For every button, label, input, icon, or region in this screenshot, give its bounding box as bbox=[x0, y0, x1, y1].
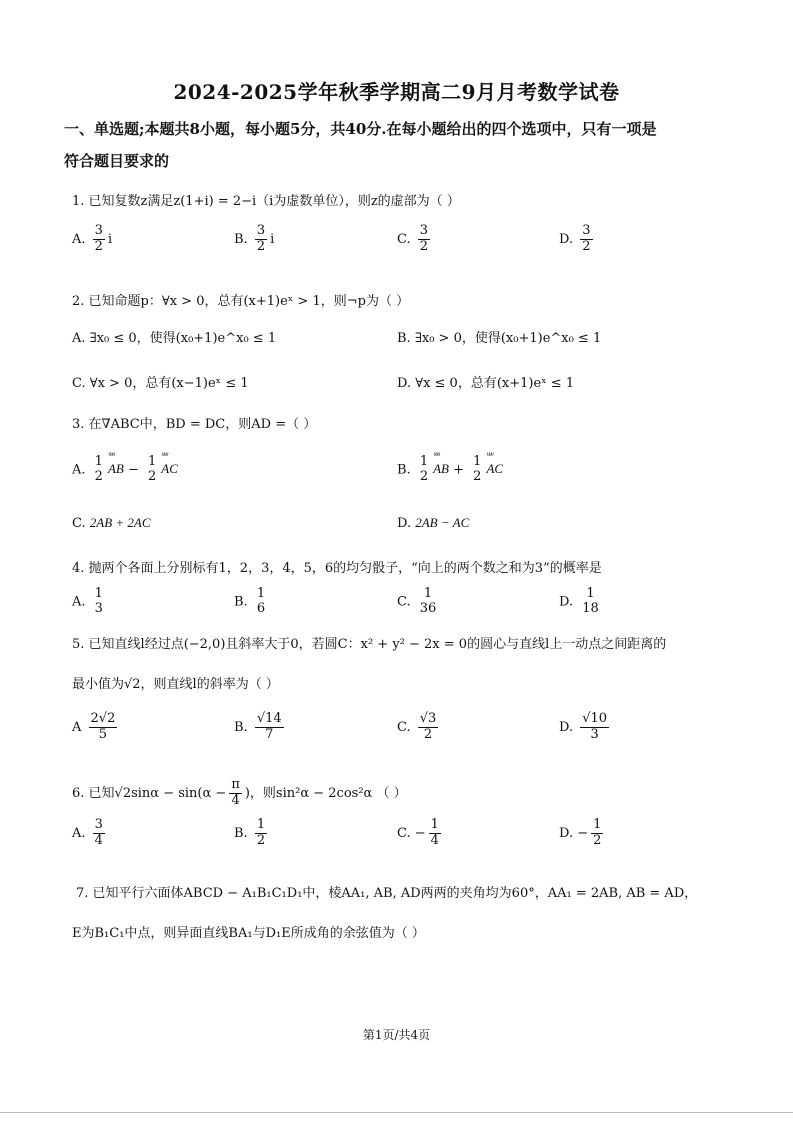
q5-option-d[interactable]: D. $\frac{√10}{3}$ bbox=[559, 711, 608, 742]
section-heading-line1: 一、单选题;本题共8小题，每小题5分，共40分.在每小题给出的四个选项中，只有一项是 bbox=[64, 120, 657, 138]
section-heading-line2: 符合题目要求的 bbox=[64, 152, 170, 170]
question-6-stem: 6. 已知√2sinα − sin(α − $\frac{\pi}{4}$ )，则sin²α − 2cos²α （ ） bbox=[72, 777, 407, 808]
question-5-stem-line2: 最小值为√2，则直线l的斜率为（ ） bbox=[72, 677, 279, 692]
question-3-stem: 3. 在∇ABC中，BD = DC，则AD =（ ） bbox=[72, 417, 317, 432]
question-4-stem: 4. 抛两个各面上分别标有1，2，3，4，5，6的均匀骰子，“向上的两个数之和为3”的概率是 bbox=[72, 561, 602, 576]
q1-option-a[interactable]: A. $\frac{3}{2}$ i bbox=[72, 223, 113, 254]
q5-option-b[interactable]: B. $\frac{√14}{7}$ bbox=[234, 711, 282, 742]
q4-option-b[interactable]: B. 1 6 bbox=[234, 586, 266, 616]
q4-option-c[interactable]: C. 1 36 bbox=[397, 586, 437, 616]
question-2-stem: 2. 已知命题p：∀x > 0，总有(x+1)eˣ > 1，则¬p为（ ） bbox=[72, 294, 410, 309]
q2-option-d[interactable]: D. ∀x ≤ 0，总有(x+1)eˣ ≤ 1 bbox=[397, 376, 575, 391]
exam-title: 2024-2025学年秋季学期高二9月月考数学试卷 bbox=[173, 80, 620, 104]
q1-option-c[interactable]: C. $\frac{3}{2}$ bbox=[397, 223, 429, 254]
page-footer: 第1页/共4页 bbox=[362, 1028, 431, 1042]
q1-option-b[interactable]: B. $\frac{3}{2}$ i bbox=[234, 223, 275, 254]
question-5-stem-line1: 5. 已知直线l经过点(−2,0)且斜率大于0，若圆C：x² + y² − 2x = 0的圆心与直线l上一动点之间距离的 bbox=[72, 637, 667, 652]
q2-option-a[interactable]: A. ∃x₀ ≤ 0，使得(x₀+1)e^x₀ ≤ 1 bbox=[72, 331, 277, 346]
q6-option-d[interactable]: D. − $\frac{1}{2}$ bbox=[559, 817, 602, 848]
q6-option-a[interactable]: A. $\frac{3}{4}$ bbox=[72, 817, 103, 848]
q4-option-d[interactable]: D. 1 18 bbox=[559, 586, 599, 616]
question-1-stem: 1. 已知复数z满足z(1+i) = 2−i（i为虚数单位），则z的虚部为（ ） bbox=[72, 194, 460, 209]
bottom-divider bbox=[0, 1112, 793, 1113]
q3-option-c[interactable]: C. 2AB + 2AC bbox=[72, 515, 151, 531]
q5-option-c[interactable]: C. $\frac{√3}{2}$ bbox=[397, 711, 437, 742]
q2-option-b[interactable]: B. ∃x₀ > 0，使得(x₀+1)e^x₀ ≤ 1 bbox=[397, 331, 602, 346]
q2-option-c[interactable]: C. ∀x > 0，总有(x−1)eˣ ≤ 1 bbox=[72, 376, 249, 391]
q3-option-a[interactable]: A. 1 2 ᵘᵘᵘ AB − 1 2 ᵘᵘᵘ AC bbox=[72, 455, 178, 485]
q6-option-b[interactable]: B. $\frac{1}{2}$ bbox=[234, 817, 266, 848]
q1-option-d[interactable]: D. $\frac{3}{2}$ bbox=[559, 223, 591, 254]
q4-option-a[interactable]: A. 1 3 bbox=[72, 586, 103, 616]
q3-option-d[interactable]: D. 2AB − AC bbox=[397, 515, 470, 531]
q3-option-b[interactable]: B. 1 2 ᵘᵘᵘ AB + 1 2 ᵘᵘᵘ AC bbox=[397, 455, 503, 485]
q5-option-a[interactable]: A $\frac{2√2}{5}$ bbox=[72, 711, 116, 742]
q6-option-c[interactable]: C. − $\frac{1}{4}$ bbox=[397, 817, 439, 848]
question-7-stem-line1: 7. 已知平行六面体ABCD − A₁B₁C₁D₁中，棱AA₁, AB, AD两两的夹角均为60°，AA₁ = 2AB, AB = AD， bbox=[76, 886, 698, 901]
question-7-stem-line2: E为B₁C₁中点，则异面直线BA₁与D₁E所成角的余弦值为（ ） bbox=[72, 926, 425, 941]
